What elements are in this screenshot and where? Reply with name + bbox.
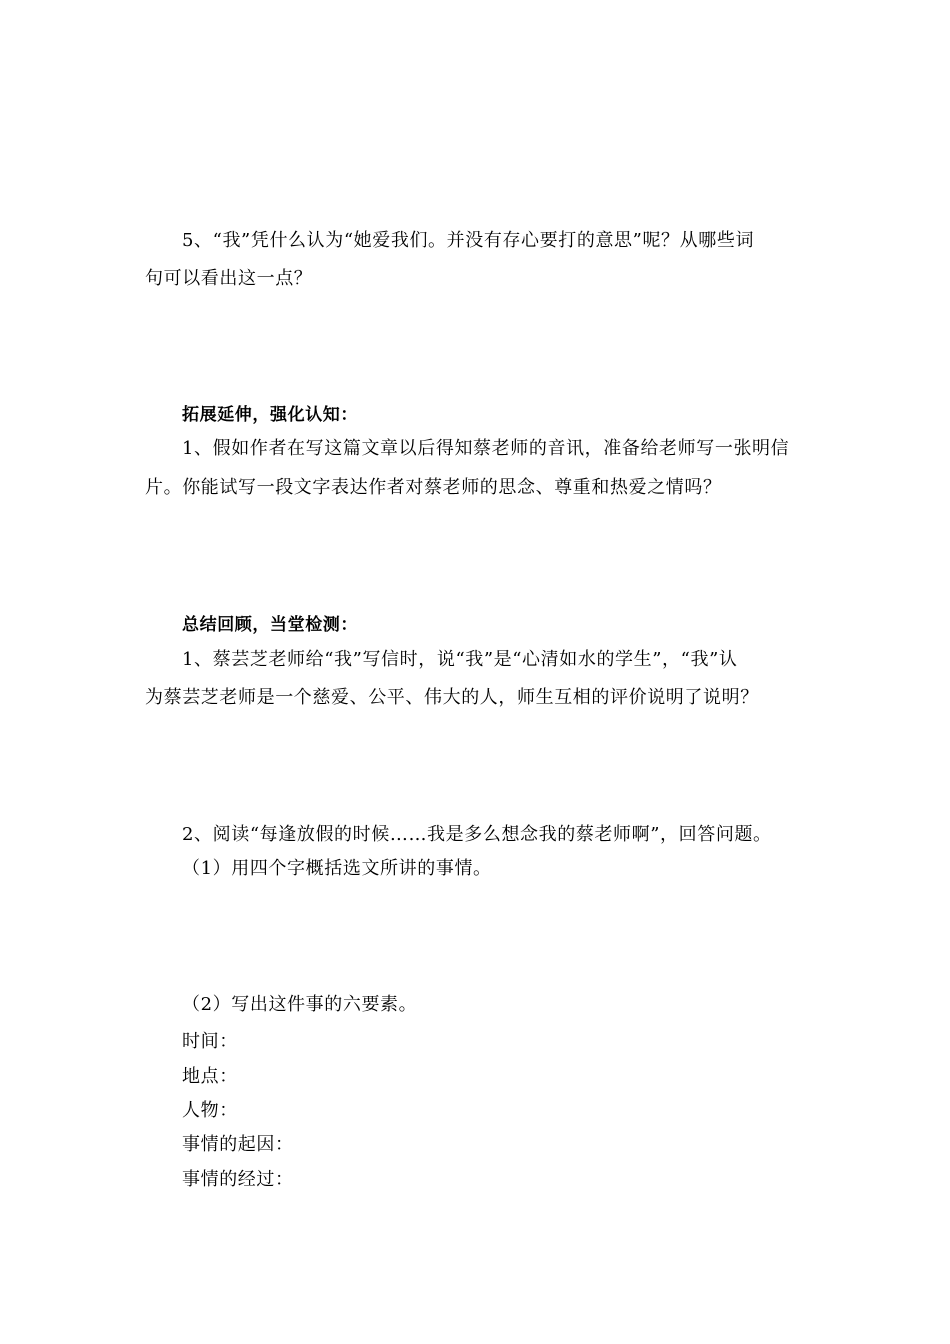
summary-question-1-line-1: 1、蔡芸芝老师给“我”写信时，说“我”是“心清如水的学生”，“我”认: [182, 649, 738, 670]
element-time-label: 时间：: [182, 1031, 238, 1052]
question-5-line-1: 5、“我”凭什么认为“她爱我们。并没有存心要打的意思”呢？从哪些词: [182, 230, 755, 251]
section-heading-extension: 拓展延伸，强化认知：: [182, 405, 358, 425]
summary-question-2-subquestion-2: （2）写出这件事的六要素。: [182, 994, 418, 1015]
section-heading-summary: 总结回顾，当堂检测：: [182, 615, 358, 635]
extension-question-1-line-2: 片。你能试写一段文字表达作者对蔡老师的思念、尊重和热爱之情吗？: [145, 477, 722, 498]
element-process-label: 事情的经过：: [182, 1169, 294, 1190]
element-place-label: 地点：: [182, 1066, 238, 1087]
extension-question-1-line-1: 1、假如作者在写这篇文章以后得知蔡老师的音讯，准备给老师写一张明信: [182, 438, 790, 459]
element-people-label: 人物：: [182, 1100, 238, 1121]
summary-question-1-line-2: 为蔡芸芝老师是一个慈爱、公平、伟大的人，师生互相的评价说明了说明？: [145, 687, 759, 708]
element-cause-label: 事情的起因：: [182, 1134, 294, 1155]
summary-question-2-subquestion-1: （1）用四个字概括选文所讲的事情。: [182, 858, 492, 879]
summary-question-2-line-1: 2、阅读“每逢放假的时候……我是多么想念我的蔡老师啊”，回答问题。: [182, 824, 772, 845]
question-5-line-2: 句可以看出这一点？: [145, 268, 313, 289]
